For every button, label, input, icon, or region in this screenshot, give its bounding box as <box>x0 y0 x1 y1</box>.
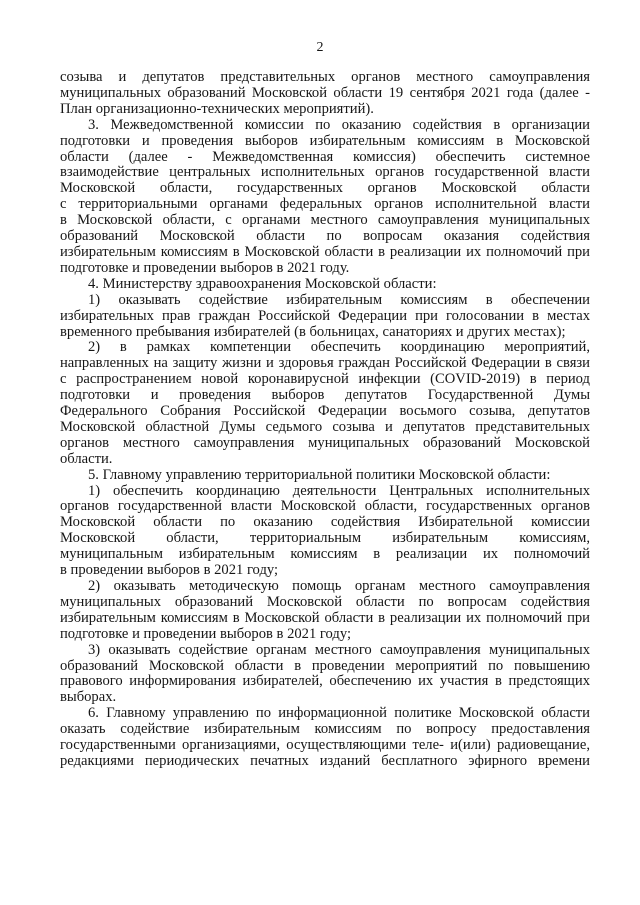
paragraph-item-5-3 <box>60 643 590 707</box>
paragraph-item-5 <box>60 468 590 484</box>
paragraph-item-4-2 <box>60 340 590 467</box>
text-line: временного пребывания избирателей (в больницах, санаториях и других местах); <box>60 324 566 340</box>
text-line: 2) в рамках компетенции обеспечить координацию мероприятий, <box>88 340 590 356</box>
paragraph-item-6 <box>60 706 590 770</box>
text-line: с территориальными органами федеральных органов исполнительной власти <box>60 197 590 213</box>
text-line: 1) обеспечить координацию деятельности Центральных исполнительных <box>88 483 590 499</box>
text-line: образований Московской области по вопросам оказания содействия <box>60 229 590 245</box>
paragraph-item-4-1 <box>60 293 590 341</box>
paragraph-item-3 <box>60 118 590 277</box>
paragraph-item-4 <box>60 277 590 293</box>
text-line: с распространением новой коронавирусной инфекции (COVID-2019) в период <box>60 372 590 388</box>
text-line: области (далее - Межведомственная комиссия) обеспечить системное <box>60 149 590 165</box>
text-line: 6. Главному управлению по информационной политике Московской области <box>88 706 590 722</box>
text-line: органов местного самоуправления муниципальных образований Московской <box>60 435 590 451</box>
text-line: муниципальным избирательным комиссиям в реализации их полномочий <box>60 547 590 563</box>
text-line: области. <box>60 451 113 467</box>
text-line: Московской областной Думы седьмого созыва и депутатов представительных <box>60 419 590 435</box>
page-number: 2 <box>316 40 324 55</box>
text-line: в проведении выборов в 2021 году; <box>60 563 279 579</box>
text-line: 2) оказывать методическую помощь органам местного самоуправления <box>88 579 590 594</box>
text-line: 5. Главному управлению территориальной политики Московской области: <box>88 467 551 483</box>
text-line: направленных на защиту жизни и здоровья граждан Российской Федерации в связи <box>60 356 590 372</box>
text-line: в Московской области, с органами местного самоуправления муниципальных <box>60 213 590 229</box>
text-line: подготовки и проведения выборов избирательным комиссиям в Московской <box>60 133 590 149</box>
text-line: образований Московской области в проведении мероприятий по повышению <box>60 658 590 674</box>
paragraph-continuation <box>60 70 590 118</box>
text-line: правового информирования избирателей, обеспечению их участия в предстоящих <box>60 674 590 690</box>
text-line: избирательным комиссиям в Московской области в реализации их полномочий при <box>60 244 590 260</box>
text-line: редакциями периодических печатных изданий бесплатного эфирного времени <box>60 753 590 769</box>
text-line: План организационно-технических мероприятий). <box>60 101 374 117</box>
text-line: государственными организациями, осуществляющими теле- и(или) радиовещание, <box>60 738 590 754</box>
text-line: Московской области по оказанию содействия Избирательной комиссии <box>60 515 590 531</box>
text-line: муниципальных образований Московской области 19 сентября 2021 года (далее - <box>60 85 590 101</box>
text-line: подготовке и проведении выборов в 2021 году; <box>60 626 352 642</box>
text-line: оказать содействие избирательным комиссиям по вопросу предоставления <box>60 722 590 738</box>
text-line: 4. Министерству здравоохранения Московской области: <box>88 276 437 292</box>
document-body <box>60 70 590 770</box>
text-line: Федерального Собрания Российской Федерации восьмого созыва, депутатов <box>60 404 590 420</box>
text-line: подготовке и проведении выборов в 2021 году. <box>60 260 350 276</box>
text-line: взаимодействие центральных исполнительных органов государственной власти <box>60 165 590 181</box>
text-line: избирательным комиссиям в Московской области в реализации их полномочий при <box>60 610 590 626</box>
text-line: 1) оказывать содействие избирательным комиссиям в обеспечении <box>88 292 590 308</box>
paragraph-item-5-2 <box>60 579 590 643</box>
text-line: Московской области, государственных органов Московской области <box>60 181 590 197</box>
text-line: выборах. <box>60 690 117 706</box>
text-line: избирательных прав граждан Российской Федерации при голосовании в местах <box>60 308 590 324</box>
text-line: муниципальных образований Московской области по вопросам содействия <box>60 594 590 610</box>
text-line: 3. Межведомственной комиссии по оказанию содействия в организации <box>88 117 590 133</box>
paragraph-item-5-1 <box>60 484 590 579</box>
text-line: Московской области, территориальным избирательным комиссиям, <box>60 531 590 547</box>
text-line: созыва и депутатов представительных органов местного самоуправления <box>60 70 590 85</box>
text-line: подготовки и проведения выборов депутатов Государственной Думы <box>60 388 590 404</box>
text-line: 3) оказывать содействие органам местного самоуправления муниципальных <box>88 642 590 658</box>
text-line: органов государственной власти Московской области, государственных органов <box>60 499 590 515</box>
